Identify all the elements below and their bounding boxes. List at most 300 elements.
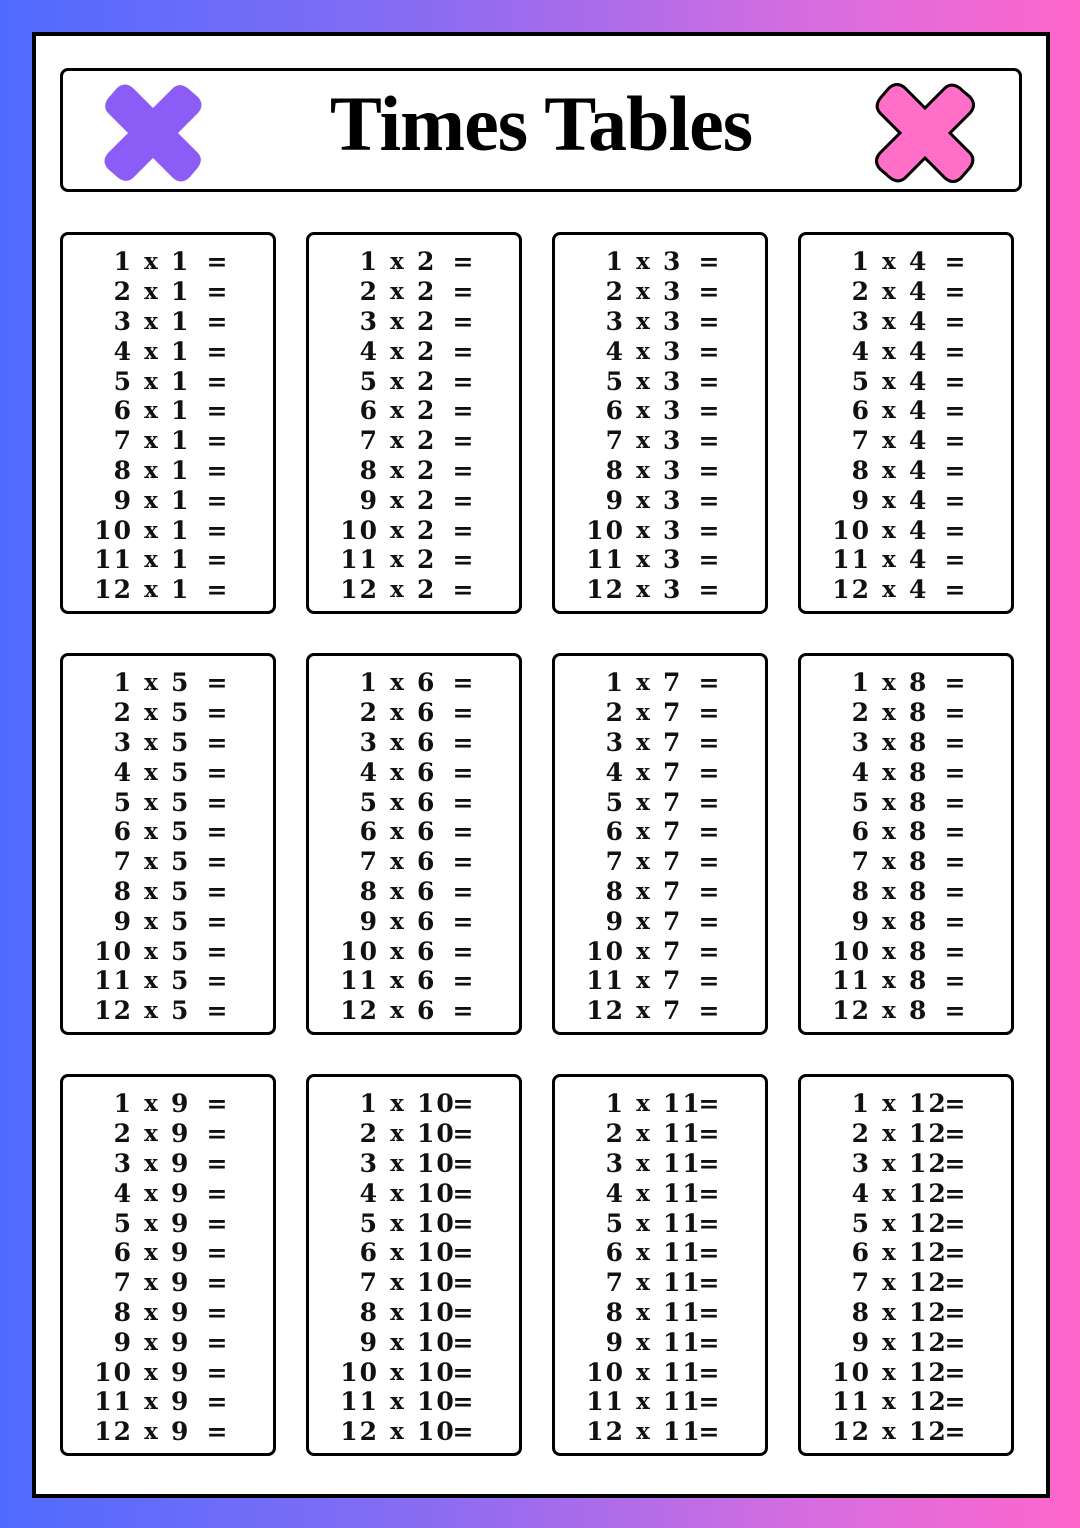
equation-row [309, 307, 519, 337]
equation-row [801, 757, 1011, 787]
equation-row [555, 575, 765, 605]
equation-row [63, 1327, 273, 1357]
multiplier: 10 [417, 1178, 456, 1208]
equals-sign: = [698, 787, 722, 817]
equation-row [63, 1089, 273, 1119]
equation-row [801, 456, 1011, 486]
equation-row [555, 936, 765, 966]
multiplicand: 1 [851, 247, 871, 277]
multiplicand: 8 [605, 1297, 625, 1327]
multiplicand: 2 [851, 1119, 871, 1149]
multiplier: 6 [417, 936, 437, 966]
equation-row [801, 307, 1011, 337]
times-sign: x [636, 1358, 652, 1386]
equation-row [63, 1298, 273, 1328]
multiplier: 1 [171, 396, 191, 426]
equation-row [309, 366, 519, 396]
times-sign: x [144, 699, 160, 727]
equation-row [555, 1357, 765, 1387]
times-sign: x [882, 1239, 898, 1267]
times-sign: x [882, 486, 898, 514]
equals-sign: = [206, 545, 230, 575]
equals-sign: = [944, 336, 968, 366]
equals-sign: = [944, 876, 968, 906]
times-sign: x [390, 367, 406, 395]
times-sign: x [390, 1239, 406, 1267]
equation-row [63, 966, 273, 996]
multiplier: 6 [417, 757, 437, 787]
equals-sign: = [206, 1387, 230, 1417]
equals-sign: = [452, 727, 476, 757]
multiplicand: 1 [605, 1089, 625, 1119]
multiplier: 9 [171, 1417, 191, 1447]
multiplier: 11 [663, 1387, 702, 1417]
equals-sign: = [206, 515, 230, 545]
multiplicand: 12 [340, 1417, 379, 1447]
equals-sign: = [698, 847, 722, 877]
times-sign: x [144, 967, 160, 995]
equation-row [63, 1149, 273, 1179]
times-sign: x [882, 669, 898, 697]
multiplicand: 2 [359, 1119, 379, 1149]
equals-sign: = [206, 247, 230, 277]
equals-sign: = [698, 336, 722, 366]
equation-row [309, 996, 519, 1026]
times-sign: x [882, 397, 898, 425]
multiplicand: 3 [359, 1148, 379, 1178]
equals-sign: = [944, 668, 968, 698]
equals-sign: = [944, 247, 968, 277]
equation-row [309, 757, 519, 787]
equation-row [63, 817, 273, 847]
equals-sign: = [206, 1417, 230, 1447]
times-sign: x [882, 758, 898, 786]
multiplicand: 3 [605, 306, 625, 336]
equation-row [555, 906, 765, 936]
multiplicand: 8 [359, 1297, 379, 1327]
multiplier: 1 [171, 247, 191, 277]
equation-row [555, 1417, 765, 1447]
equals-sign: = [698, 1387, 722, 1417]
multiplier: 6 [417, 787, 437, 817]
times-sign: x [390, 877, 406, 905]
multiplier: 3 [663, 366, 683, 396]
equation-row [63, 396, 273, 426]
multiplicand: 10 [586, 936, 625, 966]
equals-sign: = [944, 787, 968, 817]
times-sign: x [144, 728, 160, 756]
multiplicand: 10 [340, 515, 379, 545]
multiplier: 8 [909, 936, 929, 966]
equation-list [309, 668, 519, 1026]
equals-sign: = [698, 1148, 722, 1178]
equation-row [309, 1327, 519, 1357]
multiplier: 8 [909, 847, 929, 877]
multiplicand: 11 [586, 545, 625, 575]
multiplicand: 9 [605, 485, 625, 515]
equals-sign: = [452, 455, 476, 485]
equation-row [801, 1089, 1011, 1119]
equals-sign: = [206, 366, 230, 396]
equation-row [555, 817, 765, 847]
equals-sign: = [944, 1089, 968, 1119]
times-sign: x [882, 546, 898, 574]
times-sign: x [144, 1209, 160, 1237]
equation-row [555, 426, 765, 456]
equals-sign: = [698, 575, 722, 605]
equation-row [555, 996, 765, 1026]
equation-row [63, 1417, 273, 1447]
times-sign: x [390, 967, 406, 995]
equals-sign: = [698, 247, 722, 277]
multiplier: 9 [171, 1178, 191, 1208]
equals-sign: = [452, 1148, 476, 1178]
times-sign: x [636, 728, 652, 756]
equation-row [801, 396, 1011, 426]
equation-row [63, 847, 273, 877]
multiplicand: 9 [113, 1327, 133, 1357]
multiplier: 6 [417, 817, 437, 847]
multiplier: 10 [417, 1119, 456, 1149]
multiplicand: 4 [605, 336, 625, 366]
equation-row [801, 1238, 1011, 1268]
equation-row [801, 817, 1011, 847]
multiplicand: 11 [586, 966, 625, 996]
equals-sign: = [944, 1148, 968, 1178]
times-sign: x [390, 248, 406, 276]
equation-row [63, 575, 273, 605]
equation-row [63, 1387, 273, 1417]
times-sign: x [390, 1418, 406, 1446]
times-sign: x [882, 997, 898, 1025]
equals-sign: = [452, 1178, 476, 1208]
multiplier: 8 [909, 668, 929, 698]
equation-row [801, 1298, 1011, 1328]
multiplier: 6 [417, 996, 437, 1026]
multiplier: 8 [909, 698, 929, 728]
multiplicand: 9 [113, 485, 133, 515]
times-sign: x [882, 699, 898, 727]
equation-row [63, 426, 273, 456]
multiplier: 9 [171, 1357, 191, 1387]
multiplicand: 3 [851, 727, 871, 757]
equation-list [63, 668, 273, 1026]
equals-sign: = [944, 1208, 968, 1238]
multiplicand: 6 [605, 1238, 625, 1268]
times-sign: x [636, 486, 652, 514]
multiplicand: 12 [832, 1417, 871, 1447]
equals-sign: = [206, 575, 230, 605]
times-sign: x [636, 788, 652, 816]
times-sign: x [390, 427, 406, 455]
times-sign: x [882, 818, 898, 846]
multiplier: 6 [417, 727, 437, 757]
times-sign: x [636, 1090, 652, 1118]
times-sign: x [144, 997, 160, 1025]
equation-row [801, 485, 1011, 515]
times-sign: x [390, 576, 406, 604]
multiplicand: 4 [851, 336, 871, 366]
equals-sign: = [206, 668, 230, 698]
multiplicand: 8 [113, 455, 133, 485]
equation-row [555, 966, 765, 996]
times-sign: x [882, 1418, 898, 1446]
equals-sign: = [944, 936, 968, 966]
multiplier: 8 [909, 727, 929, 757]
multiplier: 11 [663, 1238, 702, 1268]
multiplier: 10 [417, 1357, 456, 1387]
times-table-card [306, 232, 522, 614]
equals-sign: = [944, 906, 968, 936]
multiplicand: 6 [851, 817, 871, 847]
multiplicand: 3 [113, 1148, 133, 1178]
equation-row [63, 336, 273, 366]
equals-sign: = [698, 1178, 722, 1208]
multiplier: 6 [417, 668, 437, 698]
equation-row [801, 1178, 1011, 1208]
equals-sign: = [206, 277, 230, 307]
multiplier: 5 [171, 787, 191, 817]
equals-sign: = [698, 1238, 722, 1268]
multiplicand: 2 [113, 277, 133, 307]
multiplicand: 12 [586, 575, 625, 605]
equals-sign: = [452, 668, 476, 698]
times-sign: x [390, 669, 406, 697]
equation-row [555, 307, 765, 337]
equation-row [801, 877, 1011, 907]
times-sign: x [390, 1209, 406, 1237]
pink-x-icon [875, 83, 975, 183]
equation-row [63, 1178, 273, 1208]
multiplier: 6 [417, 906, 437, 936]
multiplier: 9 [171, 1119, 191, 1149]
equals-sign: = [206, 1119, 230, 1149]
equation-row [555, 668, 765, 698]
equation-list [63, 247, 273, 605]
multiplicand: 12 [832, 996, 871, 1026]
multiplier: 12 [909, 1119, 948, 1149]
times-sign: x [144, 669, 160, 697]
equation-row [63, 366, 273, 396]
equation-row [309, 1178, 519, 1208]
equation-row [555, 545, 765, 575]
multiplier: 11 [663, 1268, 702, 1298]
equation-row [555, 456, 765, 486]
times-sign: x [390, 337, 406, 365]
equation-row [63, 757, 273, 787]
multiplicand: 7 [851, 426, 871, 456]
equation-row [309, 247, 519, 277]
multiplicand: 2 [851, 698, 871, 728]
multiplicand: 6 [113, 1238, 133, 1268]
multiplicand: 4 [113, 757, 133, 787]
times-sign: x [882, 427, 898, 455]
multiplicand: 11 [94, 545, 133, 575]
equation-row [309, 515, 519, 545]
equals-sign: = [206, 1208, 230, 1238]
equation-row [309, 1089, 519, 1119]
times-sign: x [390, 1328, 406, 1356]
equals-sign: = [944, 1297, 968, 1327]
equation-row [63, 1238, 273, 1268]
times-sign: x [144, 1120, 160, 1148]
multiplicand: 5 [113, 787, 133, 817]
times-sign: x [390, 818, 406, 846]
times-sign: x [636, 248, 652, 276]
equals-sign: = [944, 727, 968, 757]
equation-row [309, 1119, 519, 1149]
multiplier: 1 [171, 515, 191, 545]
multiplicand: 8 [359, 455, 379, 485]
equals-sign: = [698, 876, 722, 906]
equation-row [309, 336, 519, 366]
equation-row [801, 847, 1011, 877]
multiplier: 9 [171, 1089, 191, 1119]
times-sign: x [636, 1239, 652, 1267]
multiplicand: 8 [605, 876, 625, 906]
multiplicand: 2 [113, 698, 133, 728]
times-sign: x [144, 1418, 160, 1446]
equals-sign: = [206, 1268, 230, 1298]
equation-row [555, 1149, 765, 1179]
multiplicand: 11 [94, 966, 133, 996]
multiplier: 11 [663, 1357, 702, 1387]
multiplier: 2 [417, 455, 437, 485]
multiplicand: 8 [113, 876, 133, 906]
times-sign: x [144, 1179, 160, 1207]
multiplicand: 12 [340, 996, 379, 1026]
multiplicand: 12 [832, 575, 871, 605]
multiplicand: 8 [359, 876, 379, 906]
multiplicand: 11 [340, 545, 379, 575]
multiplicand: 1 [359, 247, 379, 277]
multiplicand: 3 [359, 306, 379, 336]
multiplicand: 4 [113, 336, 133, 366]
equals-sign: = [944, 396, 968, 426]
multiplier: 12 [909, 1387, 948, 1417]
equation-row [801, 1208, 1011, 1238]
multiplier: 9 [171, 1297, 191, 1327]
equation-row [309, 698, 519, 728]
multiplier: 10 [417, 1089, 456, 1119]
equation-row [801, 1119, 1011, 1149]
multiplicand: 5 [851, 366, 871, 396]
equals-sign: = [698, 1268, 722, 1298]
multiplicand: 3 [113, 727, 133, 757]
equals-sign: = [452, 817, 476, 847]
equation-row [555, 877, 765, 907]
equation-row [309, 277, 519, 307]
times-sign: x [144, 1269, 160, 1297]
equals-sign: = [698, 1297, 722, 1327]
equals-sign: = [698, 1417, 722, 1447]
multiplicand: 10 [340, 1357, 379, 1387]
multiplier: 3 [663, 277, 683, 307]
times-sign: x [882, 788, 898, 816]
multiplicand: 4 [113, 1178, 133, 1208]
multiplier: 7 [663, 698, 683, 728]
times-sign: x [882, 1179, 898, 1207]
multiplier: 7 [663, 757, 683, 787]
equals-sign: = [452, 306, 476, 336]
times-sign: x [636, 758, 652, 786]
times-sign: x [144, 456, 160, 484]
equation-row [309, 877, 519, 907]
equals-sign: = [206, 1357, 230, 1387]
equation-row [801, 1327, 1011, 1357]
multiplier: 11 [663, 1119, 702, 1149]
times-sign: x [882, 248, 898, 276]
times-sign: x [144, 1328, 160, 1356]
times-sign: x [636, 397, 652, 425]
multiplier: 4 [909, 277, 929, 307]
times-sign: x [636, 669, 652, 697]
multiplicand: 4 [359, 336, 379, 366]
multiplier: 4 [909, 545, 929, 575]
multiplicand: 12 [340, 575, 379, 605]
multiplicand: 2 [851, 277, 871, 307]
multiplier: 1 [171, 426, 191, 456]
multiplicand: 2 [359, 277, 379, 307]
equation-row [801, 575, 1011, 605]
multiplicand: 6 [359, 817, 379, 847]
multiplier: 2 [417, 545, 437, 575]
equation-row [801, 728, 1011, 758]
multiplier: 2 [417, 575, 437, 605]
times-sign: x [882, 307, 898, 335]
equation-row [801, 1149, 1011, 1179]
times-sign: x [882, 1298, 898, 1326]
multiplicand: 11 [832, 545, 871, 575]
multiplicand: 4 [605, 757, 625, 787]
equals-sign: = [452, 366, 476, 396]
equation-row [309, 787, 519, 817]
equals-sign: = [944, 1238, 968, 1268]
equals-sign: = [698, 545, 722, 575]
equals-sign: = [698, 426, 722, 456]
equation-row [63, 787, 273, 817]
times-sign: x [144, 758, 160, 786]
equals-sign: = [206, 1178, 230, 1208]
equals-sign: = [944, 515, 968, 545]
multiplier: 10 [417, 1148, 456, 1178]
multiplicand: 7 [605, 1268, 625, 1298]
times-table-card [798, 653, 1014, 1035]
times-sign: x [144, 397, 160, 425]
multiplicand: 7 [851, 1268, 871, 1298]
multiplier: 12 [909, 1148, 948, 1178]
equation-row [63, 728, 273, 758]
multiplicand: 5 [359, 366, 379, 396]
multiplicand: 11 [832, 1387, 871, 1417]
multiplicand: 1 [851, 1089, 871, 1119]
times-sign: x [390, 516, 406, 544]
multiplicand: 2 [359, 698, 379, 728]
equals-sign: = [206, 485, 230, 515]
equals-sign: = [206, 1327, 230, 1357]
equals-sign: = [452, 1387, 476, 1417]
multiplicand: 9 [359, 485, 379, 515]
multiplier: 4 [909, 366, 929, 396]
multiplier: 2 [417, 247, 437, 277]
equals-sign: = [206, 1297, 230, 1327]
times-sign: x [390, 1120, 406, 1148]
equals-sign: = [944, 1327, 968, 1357]
times-sign: x [144, 848, 160, 876]
multiplier: 5 [171, 876, 191, 906]
times-sign: x [636, 877, 652, 905]
times-sign: x [636, 1388, 652, 1416]
